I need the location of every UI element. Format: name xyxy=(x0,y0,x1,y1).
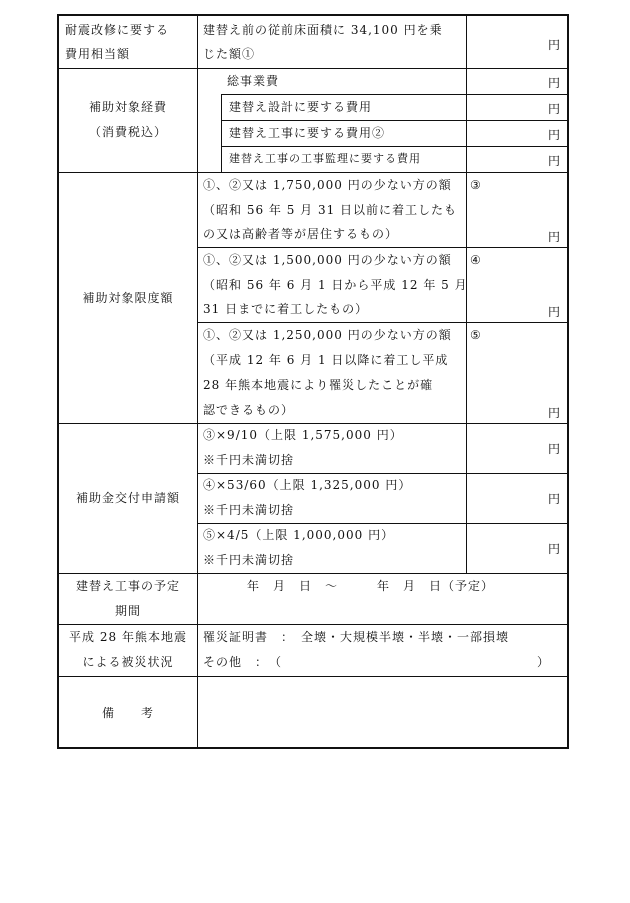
eq-cost-desc-line1: 建替え前の従前床面積に 34,100 円を乗 xyxy=(203,23,443,37)
grant-a-note: ※千円未満切捨 xyxy=(203,453,295,467)
period-label-line1: 建替え工事の予定 xyxy=(75,579,181,593)
col-divider xyxy=(197,16,198,749)
limit-c-line4: 認できるもの） xyxy=(203,403,295,417)
disaster-label-line2: による被災状況 xyxy=(82,655,174,669)
row-divider xyxy=(221,94,569,95)
row-divider xyxy=(59,172,569,173)
grant-b-yen: 円 xyxy=(548,492,561,506)
row-divider xyxy=(59,573,569,574)
subsidy-application-table xyxy=(57,14,569,749)
row-divider xyxy=(197,322,569,323)
grant-c-note: ※千円未満切捨 xyxy=(203,553,295,567)
disaster-label-line1: 平成 28 年熊本地震 xyxy=(69,630,187,644)
supervision-cost-yen: 円 xyxy=(548,154,561,168)
disaster-other-label: その他 ： （ xyxy=(203,655,283,669)
disaster-certificate: 罹災証明書 ： 全壊・大規模半壊・半壊・一部損壊 xyxy=(203,630,510,644)
limit-a-mark: ③ xyxy=(470,178,482,192)
limit-b-mark: ④ xyxy=(470,253,482,267)
limit-a-line2: （昭和 56 年 5 月 31 日以前に着工したも xyxy=(203,203,458,217)
col-divider xyxy=(221,94,222,172)
limit-a-yen: 円 xyxy=(548,230,561,244)
row-divider xyxy=(59,68,569,69)
design-cost-yen: 円 xyxy=(548,102,561,116)
limit-label: 補助対象限度額 xyxy=(82,291,174,305)
remarks-label: 備 考 xyxy=(101,706,155,720)
row-divider xyxy=(59,676,569,677)
limit-a-line1: ①、②又は 1,750,000 円の少ない方の額 xyxy=(203,178,452,192)
eq-cost-yen: 円 xyxy=(548,38,561,52)
limit-c-mark: ⑤ xyxy=(470,328,482,342)
period-label-line2: 期間 xyxy=(114,604,142,618)
limit-c-yen: 円 xyxy=(548,406,561,420)
grant-c-line1: ⑤×4/5（上限 1,000,000 円） xyxy=(203,528,395,542)
supervision-cost-label: 建替え工事の工事監理に要する費用 xyxy=(229,152,421,165)
eq-cost-label-line1: 耐震改修に要する xyxy=(65,23,170,37)
limit-b-line1: ①、②又は 1,500,000 円の少ない方の額 xyxy=(203,253,452,267)
row-divider xyxy=(197,473,569,474)
disaster-other-close: ） xyxy=(537,655,551,669)
design-cost-label: 建替え設計に要する費用 xyxy=(229,100,373,114)
eq-cost-desc-line2: じた額① xyxy=(203,47,256,61)
row-divider xyxy=(221,120,569,121)
row-divider xyxy=(221,146,569,147)
target-cost-label-line1: 補助対象経費 xyxy=(88,100,168,114)
row-divider xyxy=(197,523,569,524)
grant-a-yen: 円 xyxy=(548,442,561,456)
construction-cost-yen: 円 xyxy=(548,128,561,142)
limit-c-line1: ①、②又は 1,250,000 円の少ない方の額 xyxy=(203,328,452,342)
period-value: 年 月 日 ～ 年 月 日（予定） xyxy=(247,579,495,593)
total-cost-yen: 円 xyxy=(548,76,561,90)
grant-a-line1: ③×9/10（上限 1,575,000 円） xyxy=(203,428,403,442)
grant-label: 補助金交付申請額 xyxy=(75,491,181,505)
limit-c-line2: （平成 12 年 6 月 1 日以降に着工し平成 xyxy=(203,353,449,367)
row-divider xyxy=(197,247,569,248)
grant-c-yen: 円 xyxy=(548,542,561,556)
row-divider xyxy=(59,624,569,625)
col-divider xyxy=(466,16,467,573)
row-divider xyxy=(59,423,569,424)
limit-b-line2: （昭和 56 年 6 月 1 日から平成 12 年 5 月 xyxy=(203,278,468,292)
limit-b-yen: 円 xyxy=(548,305,561,319)
limit-b-line3: 31 日までに着工したもの） xyxy=(203,302,369,316)
limit-c-line3: 28 年熊本地震により罹災したことが確 xyxy=(203,378,434,392)
limit-a-line3: の又は高齢者等が居住するもの） xyxy=(203,227,399,241)
target-cost-label-line2: （消費税込） xyxy=(88,125,168,139)
construction-cost-label: 建替え工事に要する費用② xyxy=(229,126,386,140)
eq-cost-label-line2: 費用相当額 xyxy=(65,47,131,61)
grant-b-line1: ④×53/60（上限 1,325,000 円） xyxy=(203,478,412,492)
total-cost-label: 総事業費 xyxy=(227,74,280,88)
grant-b-note: ※千円未満切捨 xyxy=(203,503,295,517)
